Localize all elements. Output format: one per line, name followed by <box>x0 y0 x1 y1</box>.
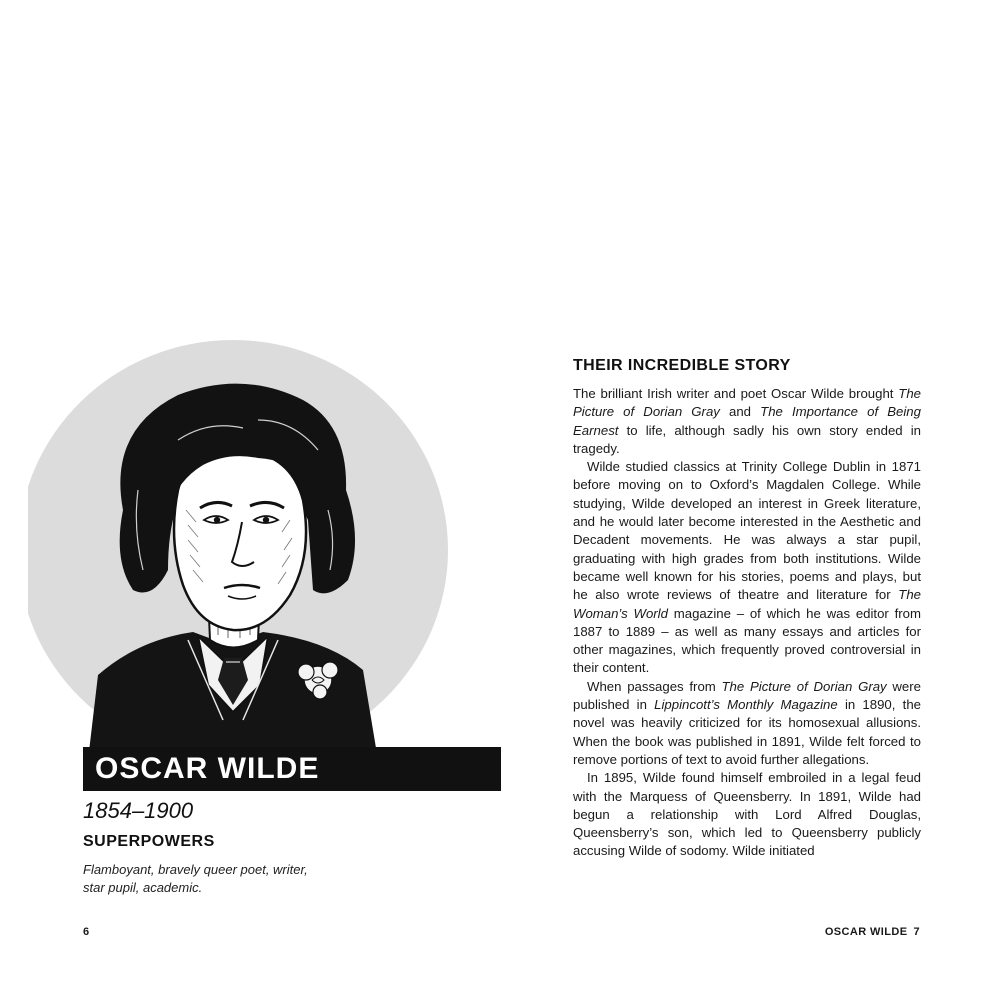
portrait <box>28 340 448 760</box>
paragraph-text: magazine – of which he was editor from 1887 to 1889 – as well as many essays and articles for other magazines, which frequently proved controversial in their content. <box>573 605 921 676</box>
superpowers-heading: SUPERPOWERS <box>83 833 215 850</box>
italic-title-text: The Picture of Dorian Gray <box>721 678 887 694</box>
paragraph-text: In 1895, Wilde found himself embroiled in a legal feud with the Marquess of Queensberry. In 1891, Wilde had begun a relationship with Lord Alfred Douglas, Queensberry’s son, which led to Queensberry publicly accusing Wilde of sodomy. Wilde initiated <box>573 770 921 859</box>
paragraph-text: to life, although sadly his own story ended in tragedy. <box>573 422 921 456</box>
page-number-right: 7 <box>913 926 920 938</box>
story-paragraph <box>573 769 921 860</box>
paragraph-text: When passages from <box>587 678 722 694</box>
person-name-banner: OSCAR WILDE <box>83 747 501 791</box>
italic-title-text: The Woman’s World <box>573 587 921 621</box>
running-head: OSCAR WILDE <box>824 926 908 938</box>
paragraph-text: and <box>719 404 761 420</box>
running-footer-right <box>825 926 920 938</box>
italic-title-text: The Picture of Dorian Gray <box>573 386 921 420</box>
story-paragraph <box>573 458 921 678</box>
paragraph-text: The brilliant Irish writer and poet Oscar Wilde brought <box>573 386 899 401</box>
story-heading: THEIR INCREDIBLE STORY <box>573 357 791 374</box>
life-dates: 1854–1900 <box>83 798 194 823</box>
page-number-left: 6 <box>83 926 90 938</box>
oscar-wilde-illustration <box>28 340 448 760</box>
paragraph-text: Wilde studied classics at Trinity College Dublin in 1871 before moving on to Oxford’s Magdalen College. While studying, Wilde developed an interest in Greek literature, and he would later become interested in the Aesthetic and Decadent movements. He was always a star pupil, graduating with high grades from both institutions. Wilde became well known for his stories, poems and plays, but he also wrote reviews of theatre and literature for <box>573 459 921 603</box>
paragraph-text: were published in <box>573 678 921 713</box>
paragraph-text: in 1890, the novel was heavily criticized for its homosexual allusions. When the book was published in 1891, Wilde felt forced to remove portions of text to avoid further allegations. <box>573 697 921 767</box>
story-body <box>573 385 921 861</box>
italic-title-text: The Importance of Being Earnest <box>573 404 921 438</box>
story-paragraph <box>573 385 921 458</box>
story-paragraph <box>573 678 921 769</box>
italic-title-text: Lippincott’s Monthly Magazine <box>654 697 838 713</box>
superpowers-text: Flamboyant, bravely queer poet, writer, star pupil, academic. <box>83 862 308 895</box>
